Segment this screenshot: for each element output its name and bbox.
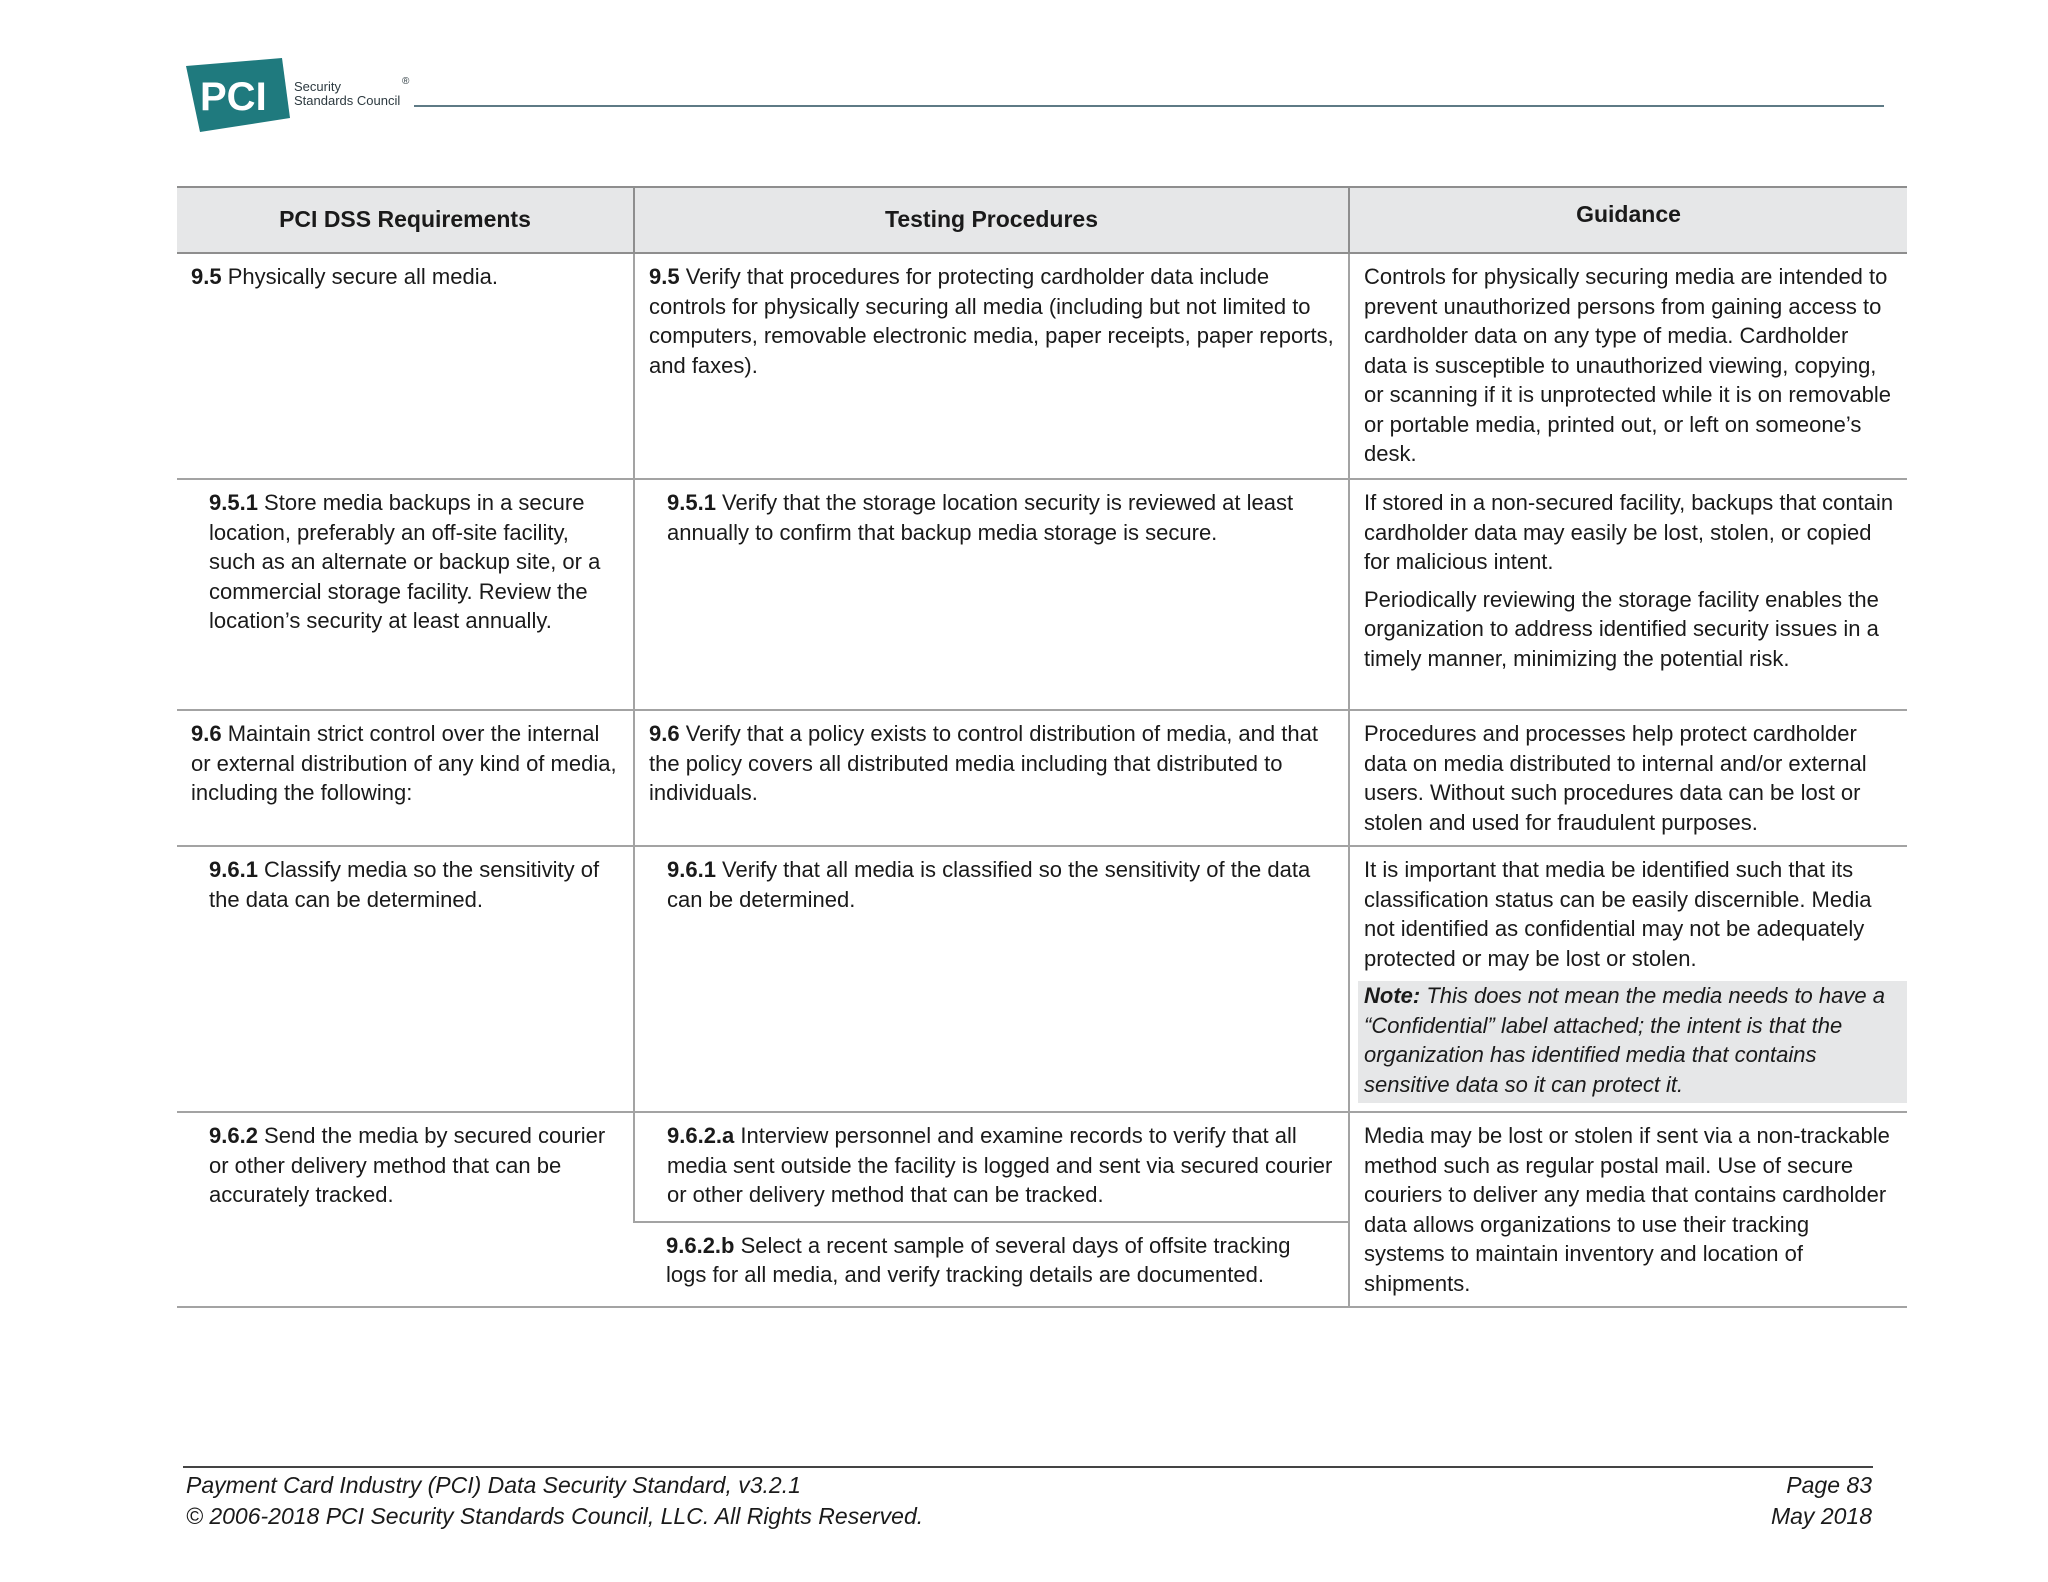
guidance-cell: If stored in a non-secured facility, backups that contain cardholder data may easily be lost, stolen, or copied for malicious intent. Periodically reviewing the storage facility enables the organization to address identified security issues in a timely manner, minimizing the potential risk.: [1349, 479, 1907, 710]
testing-cell: 9.5.1 Verify that the storage location security is reviewed at least annually to confirm that backup media storage is secure.: [634, 479, 1349, 710]
footer-page-number: Page 83: [1786, 1472, 1872, 1498]
table-row: [177, 479, 1907, 710]
testing-cell: 9.6 Verify that a policy exists to control distribution of media, and that the policy covers all distributed media including that distributed to individuals.: [634, 710, 1349, 846]
header-rule: [414, 105, 1884, 107]
testing-cell: 9.5 Verify that procedures for protecting cardholder data include controls for physically securing all media (including but not limited to computers, removable electronic media, paper receipts, paper reports, and faxes).: [634, 253, 1349, 479]
footer-rule: [183, 1466, 1873, 1468]
pci-logo: [186, 58, 416, 132]
logo-wordmark: Security Standards Council: [294, 79, 401, 108]
col-header-requirements: PCI DSS Requirements: [177, 187, 634, 253]
footer-line-1: [186, 1470, 1872, 1500]
table-row: [177, 710, 1907, 846]
footer-date: May 2018: [1770, 1503, 1872, 1529]
testing-cell: 9.6.2.b Select a recent sample of several days of offsite tracking logs for all media, and verify tracking details are documented.: [634, 1222, 1349, 1307]
table-row: [177, 253, 1907, 479]
requirement-cell: 9.5 Physically secure all media.: [177, 253, 634, 479]
guidance-note: Note: This does not mean the media needs to have a “Confidential” label attached; the intent is that the organization has identified media that contains sensitive data so it can protect it.: [1358, 981, 1907, 1103]
guidance-cell: Controls for physically securing media are intended to prevent unauthorized persons from gaining access to cardholder data on any type of media. Cardholder data is susceptible to unauthorized viewing, copying, or scanning if it is unprotected while it is on removable or portable media, printed out, or left on someone’s desk.: [1349, 253, 1907, 479]
svg-text:PCI: PCI: [200, 75, 267, 119]
col-header-guidance: Guidance: [1349, 187, 1907, 253]
footer-copyright: © 2006-2018 PCI Security Standards Council, LLC. All Rights Reserved.: [186, 1503, 924, 1529]
testing-cell: 9.6.2.a Interview personnel and examine records to verify that all media sent outside the facility is logged and sent via secured courier or other delivery method that can be tracked.: [634, 1112, 1349, 1222]
guidance-cell: It is important that media be identified such that its classification status can be easily discernible. Media not identified as confidential may not be adequately protected or may be lost or stolen. Note: This does not mean the media needs to have a “Confidential” label attached; the intent is that the organization has identified media that contains sensitive data so it can protect it.: [1349, 846, 1907, 1112]
footer-doc-title: Payment Card Industry (PCI) Data Security Standard, v3.2.1: [186, 1472, 801, 1498]
requirement-cell: 9.6.2 Send the media by secured courier or other delivery method that can be accurately tracked.: [177, 1112, 634, 1307]
footer-line-2: [186, 1501, 1872, 1531]
requirements-table: [177, 186, 1907, 1308]
guidance-cell: Media may be lost or stolen if sent via a non-trackable method such as regular postal mail. Use of secure couriers to deliver any media that contains cardholder data allows organizations to use their tracking systems to maintain inventory and location of shipments.: [1349, 1112, 1907, 1307]
guidance-cell: Procedures and processes help protect cardholder data on media distributed to internal and/or external users. Without such procedures data can be lost or stolen and used for fraudulent purposes.: [1349, 710, 1907, 846]
requirement-cell: 9.6.1 Classify media so the sensitivity of the data can be determined.: [177, 846, 634, 1112]
table-row: [177, 1112, 1907, 1222]
col-header-testing: Testing Procedures: [634, 187, 1349, 253]
requirement-cell: 9.6 Maintain strict control over the internal or external distribution of any kind of media, including the following:: [177, 710, 634, 846]
logo-registered-mark: ®: [402, 76, 410, 87]
table-row: [177, 846, 1907, 1112]
testing-cell: 9.6.1 Verify that all media is classified so the sensitivity of the data can be determined.: [634, 846, 1349, 1112]
table-header-row: [177, 187, 1907, 253]
requirement-cell: 9.5.1 Store media backups in a secure location, preferably an off-site facility, such as an alternate or backup site, or a commercial storage facility. Review the location’s security at least annually.: [177, 479, 634, 710]
